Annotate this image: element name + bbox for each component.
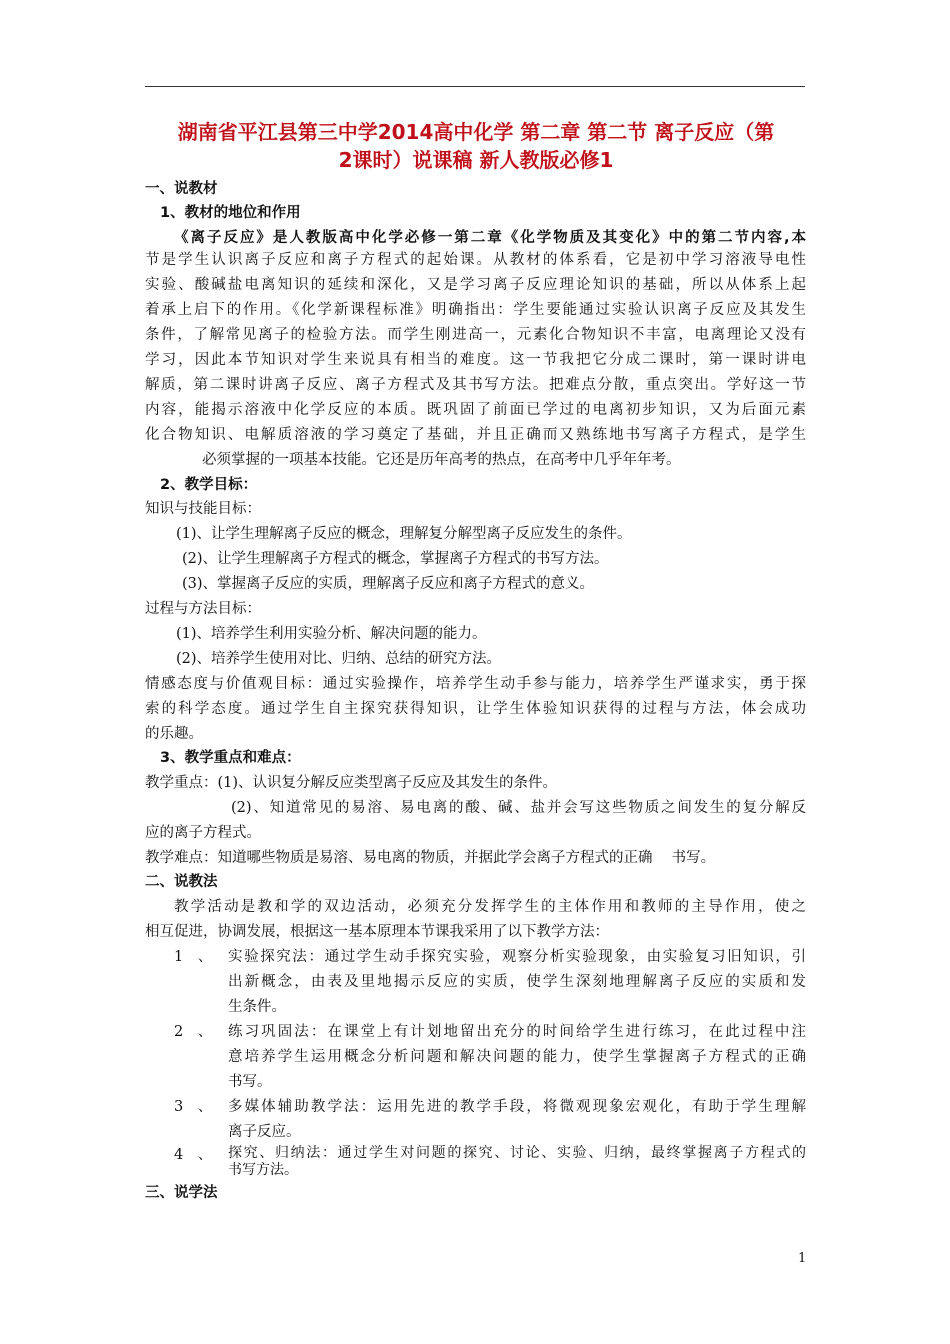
goal-knowledge-3: (3)、掌握离子反应的实质，理解离子反应和离子方程式的意义。 <box>182 576 595 592</box>
method-2-line-0: 练习巩固法：在课堂上有计划地留出充分的时间给学生进行练习，在此过程中注 <box>228 1024 806 1040</box>
section-1-heading: 一、说教材 <box>145 181 218 197</box>
method-1-line-0: 实验探究法：通过学生动手探究实验，观察分析实验现象，由实验复习旧知识，引 <box>228 949 806 965</box>
s2-intro-line-1: 相互促进，协调发展，根据这一基本原理本节课我采用了以下教学方法： <box>145 924 609 940</box>
key-point-2: (2)、知道常见的易溶、易电离的酸、碱、盐并会写这些物质之间发生的复分解反 <box>231 800 806 816</box>
p1-line-1: 节是学生认识离子反应和离子方程式的起始课。从教材的体系看，它是初中学习溶液导电性 <box>145 252 806 268</box>
s2-intro-line-0: 教学活动是教和学的双边活动，必须充分发挥学生的主体作用和教师的主导作用，使之 <box>174 899 806 915</box>
method-3-number: 3 、 <box>174 1099 213 1115</box>
p1-line-3: 着承上启下的作用。《化学新课程标准》明确指出：学生要能通过实验认识离子反应及其发生 <box>145 302 806 318</box>
method-3-line-0: 多媒体辅助教学法：运用先进的教学手段，将微观现象宏观化，有助于学生理解 <box>228 1099 806 1115</box>
page-number: 1 <box>798 1251 807 1266</box>
difficulty: 教学难点：知道哪些物质是易溶、易电离的物质，并据此学会离子方程式的正确 书写。 <box>145 850 716 866</box>
key-point-2b: 应的离子方程式。 <box>145 825 261 841</box>
section-2-heading: 二、说教法 <box>145 874 218 890</box>
goal-emotion-line-2: 的乐趣。 <box>145 726 203 742</box>
p1-line-5: 学习，因此本节知识对学生来说具有相当的难度。这一节我把它分成二课时，第一课时讲电 <box>145 352 806 368</box>
method-1-line-2: 生条件。 <box>228 999 286 1015</box>
section-1-1-heading: 1、教材的地位和作用 <box>160 205 301 221</box>
method-1-number: 1 、 <box>174 949 213 965</box>
header-rule <box>145 86 805 87</box>
method-3-line-1: 离子反应。 <box>228 1124 301 1140</box>
method-4-line-0: 探究、归纳法：通过学生对问题的探究、讨论、实验、归纳，最终掌握离子方程式的 <box>228 1145 806 1161</box>
method-2-line-2: 书写。 <box>228 1074 272 1090</box>
title-line-2: 2课时）说课稿 新人教版必修1 <box>338 148 614 172</box>
p1-line-8: 化合物知识、电解质溶液的学习奠定了基础，并且正确而又熟练地书写离子方程式，是学生 <box>145 427 806 443</box>
document-title <box>142 118 810 174</box>
p1-line-0: 《离子反应》是人教版高中化学必修一第二章《化学物质及其变化》中的第二节内容,本 <box>174 230 806 246</box>
goal-process-1: (1)、培养学生利用实验分析、解决问题的能力。 <box>176 626 487 642</box>
goal-process-2: (2)、培养学生使用对比、归纳、总结的研究方法。 <box>176 651 502 667</box>
p1-line-2: 实验、酸碱盐电离知识的延续和深化，又是学习离子反应理论知识的基础，所以从体系上起 <box>145 277 806 293</box>
p1-line-9: 必须掌握的一项基本技能。它还是历年高考的热点，在高考中几乎年年考。 <box>202 452 681 468</box>
p1-line-6: 解质，第二课时讲离子反应、离子方程式及其书写方法。把难点分散，重点突出。学好这一节 <box>145 377 806 393</box>
section-3-heading: 三、说学法 <box>145 1185 218 1201</box>
method-4-number: 4 、 <box>174 1147 213 1163</box>
section-1-2-heading: 2、教学目标： <box>160 477 258 493</box>
goal-emotion-line-1: 索的科学态度。通过学生自主探究获得知识，让学生体验知识获得的过程与方法，体会成功 <box>145 701 806 717</box>
method-4-line-1: 书写方法。 <box>228 1162 298 1178</box>
section-1-3-heading: 3、教学重点和难点： <box>160 750 301 766</box>
goal-knowledge-1: (1)、让学生理解离子反应的概念，理解复分解型离子反应发生的条件。 <box>176 526 632 542</box>
method-1-line-1: 出新概念，由表及里地揭示反应的实质，使学生深刻地理解离子反应的实质和发 <box>228 974 806 990</box>
p1-line-4: 条件，了解常见离子的检验方法。而学生刚进高一，元素化合物知识不丰富，电离理论又没有 <box>145 327 806 343</box>
method-2-number: 2 、 <box>174 1024 213 1040</box>
goal-emotion-line-0: 情感态度与价值观目标：通过实验操作，培养学生动手参与能力，培养学生严谨求实，勇于探 <box>145 676 806 692</box>
key-point-1: 教学重点：(1)、认识复分解反应类型离子反应及其发生的条件。 <box>145 775 558 791</box>
goal-process-label: 过程与方法目标： <box>145 601 261 617</box>
title-line-1: 湖南省平江县第三中学2014高中化学 第二章 第二节 离子反应（第 <box>177 120 775 144</box>
p1-line-7: 内容，能揭示溶液中化学反应的本质。既巩固了前面已学过的电离初步知识，又为后面元素 <box>145 402 806 418</box>
goal-knowledge-label: 知识与技能目标： <box>145 501 261 517</box>
goal-knowledge-2: (2)、让学生理解离子方程式的概念，掌握离子方程式的书写方法。 <box>182 551 609 567</box>
method-2-line-1: 意培养学生运用概念分析问题和解决问题的能力，使学生掌握离子方程式的正确 <box>228 1049 806 1065</box>
